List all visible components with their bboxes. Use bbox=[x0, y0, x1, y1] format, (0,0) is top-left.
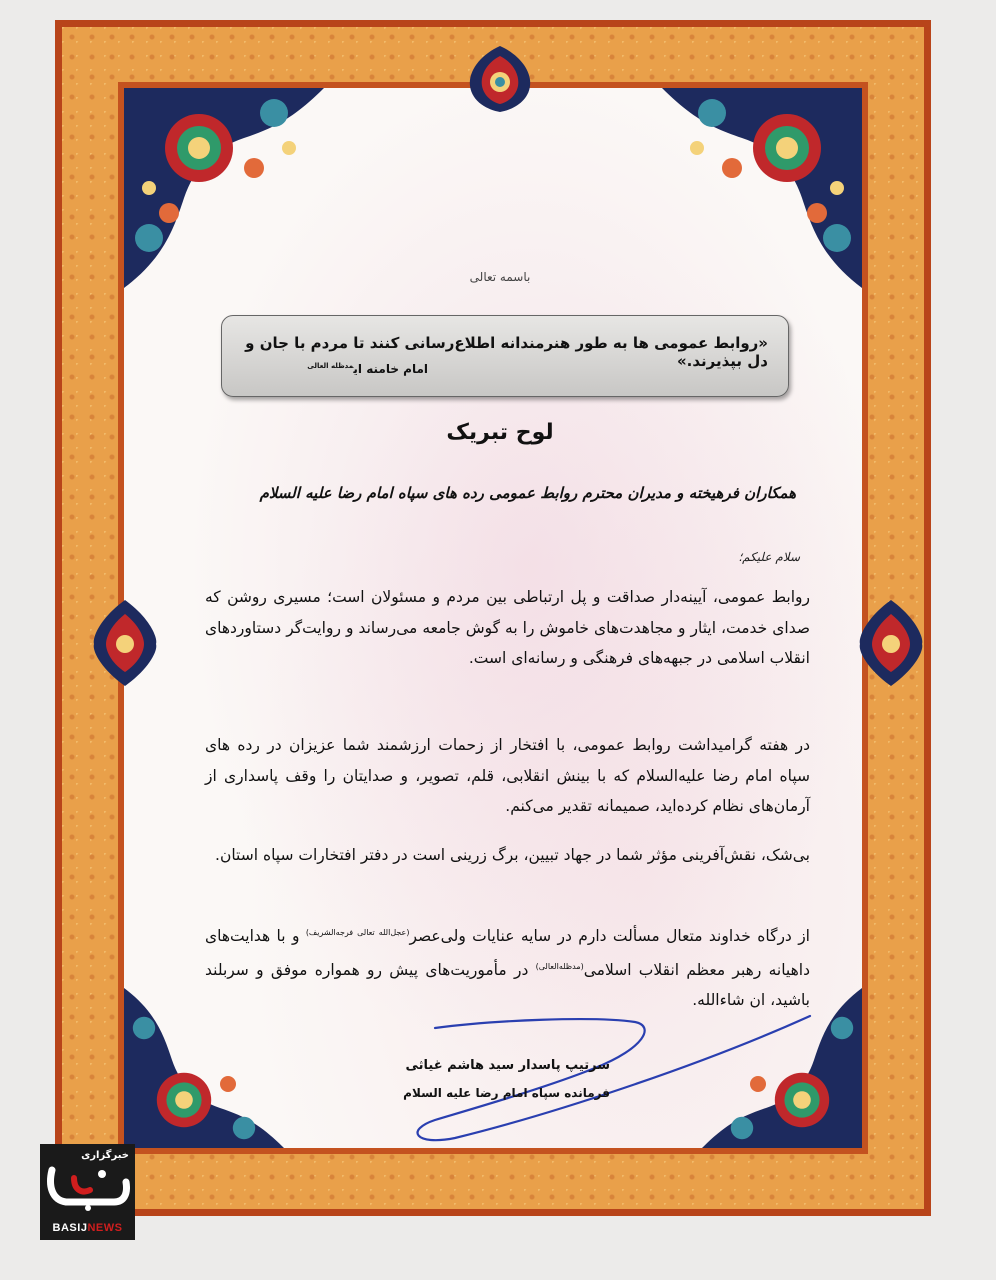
body-p4-part-b: و با هدایت‌های داهیانه رهبر معظم انقلاب اسلامی bbox=[205, 927, 810, 979]
basmala-heading: باسمه تعالی bbox=[469, 270, 531, 284]
quote-author bbox=[303, 362, 428, 376]
quote-author-suffix: مدظله العالی bbox=[307, 362, 354, 370]
quote-text: «روابط عمومی ها به طور هنرمندانه اطلاع‌رسانی کنند تا مردم با جان و دل بپذیرند.» bbox=[245, 334, 768, 370]
salutation: سلام علیکم؛ bbox=[738, 550, 800, 564]
quote-box bbox=[221, 315, 789, 397]
handwritten-signature-icon bbox=[395, 1008, 815, 1158]
recipient-line: همکاران فرهیخته و مدیران محترم روابط عمومی رده های سپاه امام رضا علیه السلام bbox=[259, 484, 796, 502]
body-paragraph-3: بی‌شک، نقش‌آفرینی مؤثر شما در جهاد تبیین، برگ زرینی است در دفتر افتخارات سپاه استان. bbox=[215, 846, 810, 864]
logo-basij-glyph-icon bbox=[44, 1160, 130, 1212]
body-paragraph-4 bbox=[205, 918, 810, 1016]
body-p4-honorific-2: (مدظله‌العالی) bbox=[535, 961, 584, 971]
left-side-medallion-icon bbox=[90, 598, 160, 688]
body-paragraph-1: روابط عمومی، آیینه‌دار صداقت و پل ارتباطی بین مردم و مسئولان است؛ مسیری روشن که صدای خدمت، ایثار و مجاهدت‌های خاموش را به گوش جامعه می‌رساند و روایت‌گر دستاوردهای انقلاب اسلامی در جبهه‌های فرهنگی و رسانه‌ای است. bbox=[205, 588, 810, 667]
certificate-title: لوح تبریک bbox=[446, 420, 554, 445]
top-center-ornament-icon bbox=[460, 44, 540, 114]
quote-author-name: امام خامنه ای bbox=[353, 362, 428, 376]
body-p4-part-c: در مأموریت‌های پیش رو همواره موفق و سربلند باشید، ان شاءالله. bbox=[205, 960, 810, 1010]
logo-top-text: خبرگزاری bbox=[81, 1150, 129, 1161]
body-p4-part-a: از درگاه خداوند متعال مسألت دارم در سایه عنایات ولی‌عصر bbox=[409, 927, 810, 946]
body-p4-honorific-1: (عجل‌الله تعالی فرجه‌الشریف) bbox=[305, 928, 410, 937]
signatory-name: سرتیپ پاسدار سید هاشم غیاثی bbox=[405, 1058, 610, 1073]
signatory-title: فرمانده سپاه امام رضا علیه السلام bbox=[403, 1086, 610, 1100]
top-right-corner-ornament-icon bbox=[662, 88, 862, 288]
basij-news-logo bbox=[40, 1144, 135, 1240]
top-left-corner-ornament-icon bbox=[124, 88, 324, 288]
body-paragraph-2: در هفته گرامیداشت روابط عمومی، با افتخار از زحمات ارزشمند شما عزیزان در رده های سپاه امام رضا علیه‌السلام که با بینش انقلابی، قلم، تصویر، و صدایتان را وقف پاسداری از آرمان‌های نظام کرده‌اید، صمیمانه تقدیر می‌کنم. bbox=[205, 736, 810, 815]
right-side-medallion-icon bbox=[856, 598, 926, 688]
logo-bottom-text: BASIJNEWS bbox=[52, 1222, 123, 1234]
